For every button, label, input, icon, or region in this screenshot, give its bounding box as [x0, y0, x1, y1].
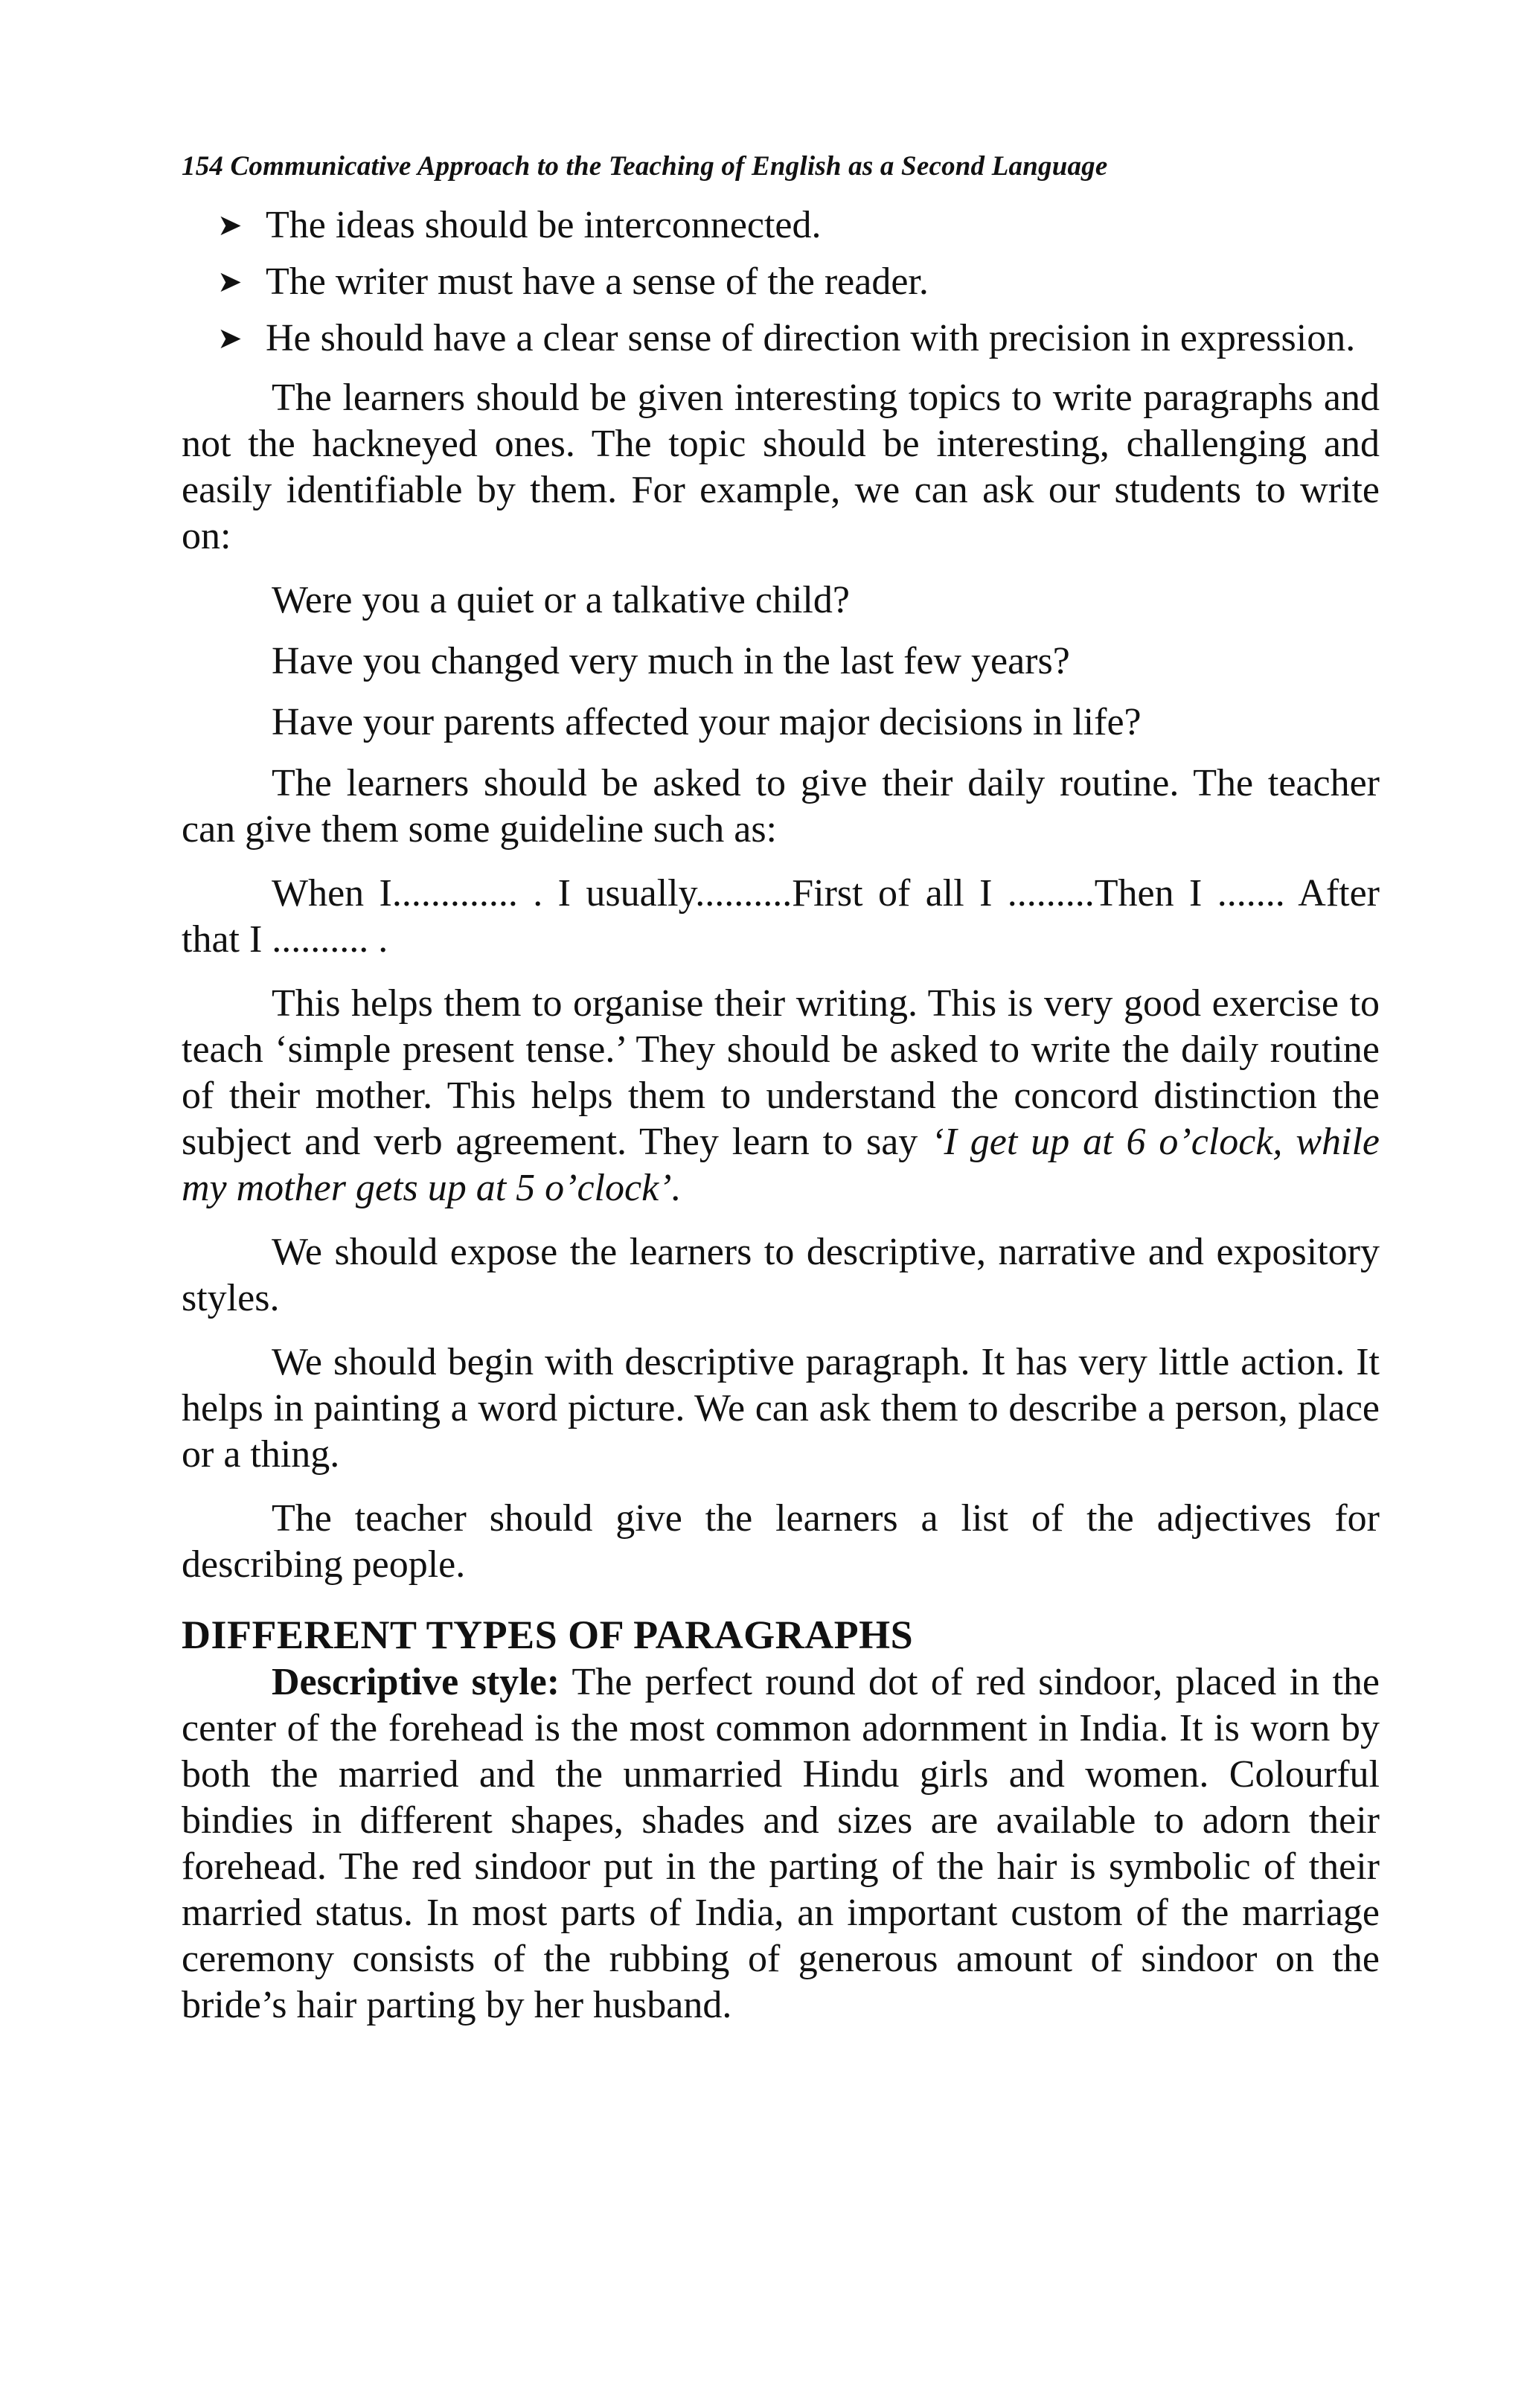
example-sentence: ‘I get up at 6 o’clock, while my mother gets up at 5 o’clock’.: [182, 1121, 1380, 1209]
arrowhead-bullet-icon: ➤: [217, 321, 243, 355]
paragraph-helps-text: This helps them to organise their writing. This is very good exercise to teach ‘simple present tense.’ They should be asked to write the daily routine of their mother. This helps them to understand the concord distinction the subject and verb agreement. They learn to say: [182, 982, 1380, 1163]
paragraph-descriptive: [182, 1659, 1380, 2028]
arrowhead-bullet-icon: ➤: [217, 265, 243, 298]
bullet-item: [182, 316, 1380, 362]
example-question: Have your parents affected your major decisions in life?: [272, 701, 1142, 743]
bullet-text: The ideas should be interconnected.: [266, 204, 822, 246]
paragraph-topics: The learners should be given interesting topics to write paragraphs and not the hackneyed ones. The topic should be interesting, challenging and easily identifiable by them. For example, we can ask our students to write on:: [182, 377, 1380, 557]
example-question: Were you a quiet or a talkative child?: [272, 579, 850, 621]
guideline-template: When I............. . I usually..........First of all I .........Then I ....... After that I .......... .: [182, 872, 1380, 961]
section-heading: DIFFERENT TYPES OF PARAGRAPHS: [182, 1613, 914, 1657]
descriptive-style-text: The perfect round dot of red sindoor, placed in the center of the forehead is the most common adornment in India. It is worn by both the married and the unmarried Hindu girls and women. Colourful bindies in different shapes, shades and sizes are available to adorn their forehead. The red sindoor put in the parting of the hair is symbolic of their married status. In most parts of India, an important custom of the marriage ceremony consists of the rubbing of generous amount of sindoor on the bride’s hair parting by her husband.: [182, 1661, 1380, 2026]
example-question: Have you changed very much in the last few years?: [272, 640, 1070, 682]
bullet-list: [182, 202, 1380, 362]
arrowhead-bullet-icon: ➤: [217, 208, 243, 242]
bullet-item: [182, 202, 1380, 249]
book-page: [182, 149, 1380, 2046]
paragraph-adjectives: The teacher should give the learners a list of the adjectives for describing people.: [182, 1497, 1380, 1586]
paragraph-begin: We should begin with descriptive paragraph. It has very little action. It helps in painting a word picture. We can ask them to describe a person, place or a thing.: [182, 1341, 1380, 1476]
descriptive-style-label: Descriptive style:: [272, 1661, 560, 1703]
paragraph-expose: We should expose the learners to descriptive, narrative and expository styles.: [182, 1231, 1380, 1319]
paragraph-routine: The learners should be asked to give their daily routine. The teacher can give them some guideline such as:: [182, 762, 1380, 851]
bullet-text: The writer must have a sense of the reader.: [266, 260, 929, 303]
bullet-item: [182, 259, 1380, 305]
paragraph-helps: [182, 981, 1380, 1211]
bullet-text: He should have a clear sense of direction with precision in expression.: [266, 317, 1356, 359]
running-head: 154 Communicative Approach to the Teaching of English as a Second Language: [182, 151, 1108, 182]
